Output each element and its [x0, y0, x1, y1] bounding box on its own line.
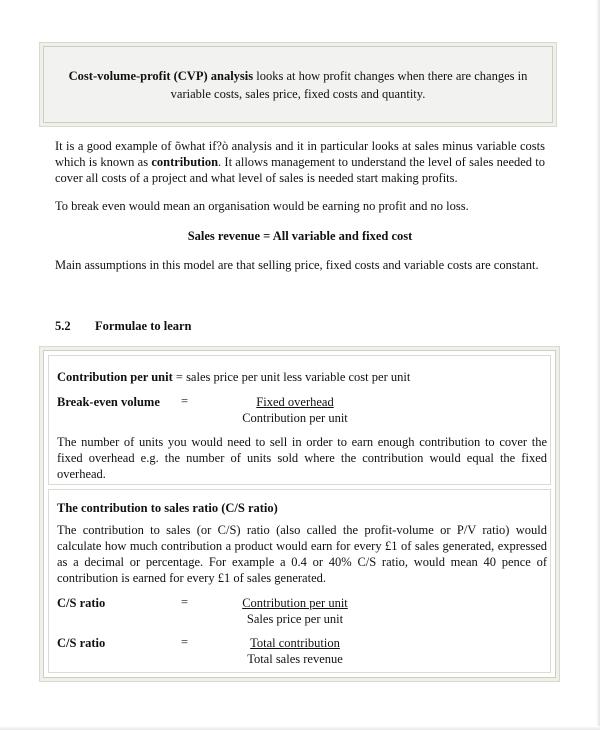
cs1-denominator: Sales price per unit	[246, 612, 344, 626]
page-bottom-shadow	[0, 726, 600, 730]
cs1-numerator: Contribution per unit	[242, 596, 348, 610]
cs1-fraction	[205, 595, 385, 627]
bev-label: Break-even volume	[57, 395, 160, 409]
paragraph-assumptions: Main assumptions in this model are that selling price, fixed costs and variable costs are constant.	[55, 258, 539, 272]
section-title: Formulae to learn	[95, 319, 192, 333]
paragraph-what-if	[55, 138, 545, 186]
cs2-numerator: Total contribution	[250, 636, 340, 650]
cpu-text: = sales price per unit less variable cost per unit	[172, 370, 411, 384]
p1-text-b: . It allows management to understand the level of sales needed to cover all costs of a project and what level of sales is needed start making profits.	[55, 155, 546, 185]
cs1-label: C/S ratio	[57, 596, 106, 610]
bev-fraction	[205, 394, 385, 426]
bev-denominator: Contribution per unit	[242, 411, 348, 425]
cpu-label: Contribution per unit	[57, 370, 173, 384]
sales-revenue-formula: Sales revenue = All variable and fixed cost	[187, 229, 413, 243]
cs-explanation: The contribution to sales (or C/S) ratio (also called the profit-volume or P/V ratio) would calculate how much contribution a product would earn for every £1 of sales generated, expressed as a decimal or percentage. For example a 0.4 or 40% C/S ratio, would mean 40 pence of contribution is earned for every £1 of sales generated.	[57, 523, 547, 585]
cs2-equals: =	[181, 635, 189, 649]
page-edge-shadow	[596, 0, 600, 730]
bev-explanation: The number of units you would need to sell in order to earn enough contribution to cover the fixed overhead e.g. the number of units sold where the contribution would equal the fixed overhead.	[57, 435, 547, 481]
formula-panel-cs-ratio	[48, 489, 551, 673]
cs2-denominator: Total sales revenue	[247, 652, 343, 666]
cpu-row	[57, 369, 547, 385]
p1-contribution: contribution	[151, 155, 219, 169]
cs2-fraction	[205, 635, 385, 667]
intro-bold: Cost-volume-profit (CVP) analysis	[68, 69, 254, 83]
paragraph-break-even: To break even would mean an organisation would be earning no profit and no loss.	[55, 199, 469, 213]
cs1-equals: =	[181, 595, 189, 609]
formula-box	[43, 350, 556, 678]
intro-text: looks at how profit changes when there are changes in variable costs, sales price, fixed costs and quantity.	[170, 69, 528, 101]
section-heading	[55, 319, 192, 334]
bev-equals: =	[181, 394, 189, 408]
p1-text-a: It is a good example of õwhat if?ò analysis and it in particular looks at sales minus variable costs which is known as	[55, 139, 545, 169]
cs-heading: The contribution to sales ratio (C/S ratio)	[57, 501, 278, 515]
cs2-label: C/S ratio	[57, 636, 106, 650]
intro-box	[43, 46, 553, 123]
formula-panel-break-even	[48, 355, 551, 485]
section-number: 5.2	[55, 319, 71, 333]
bev-numerator: Fixed overhead	[256, 395, 334, 409]
